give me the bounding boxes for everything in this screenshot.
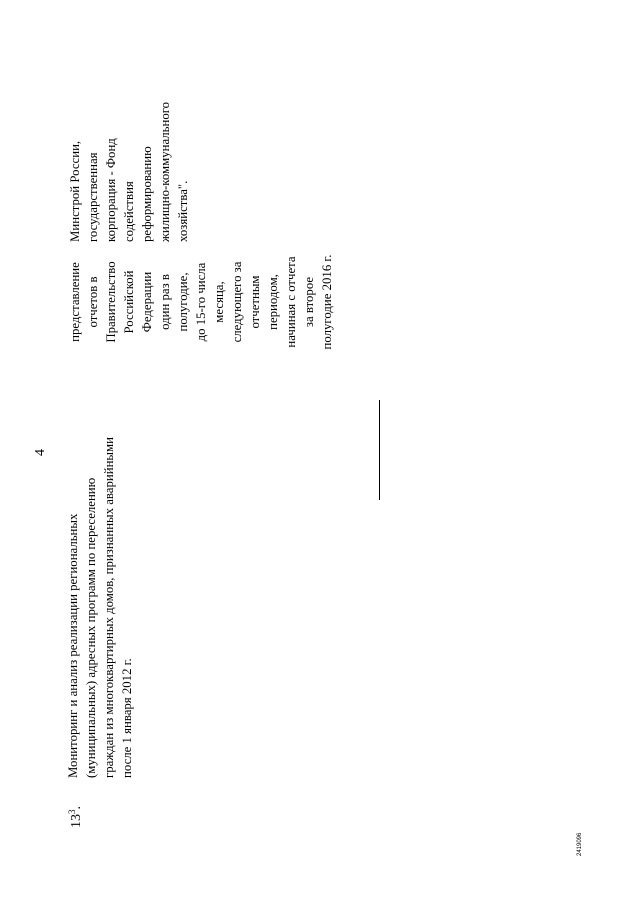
deadline-line: следующего за [230,261,244,343]
responsible-line: государственная [86,152,100,242]
responsible-line: жилищно-коммунального [158,101,172,242]
deadline-line: начиная с отчета [284,256,298,348]
item-text-line: граждан из многоквартирных домов, признанных аварийными [102,437,116,778]
item-text-line: (муниципальных) адресных программ по переселению [84,477,98,778]
deadline-line: отчетов в [86,276,100,328]
deadline-line: Российской [122,270,136,334]
end-separator-line [379,400,380,500]
deadline-line: за второе [302,276,316,328]
deadline-column [66,247,336,357]
responsible-line: реформированию [140,146,154,242]
page-number: 4 [33,449,48,456]
deadline-line: Федерации [140,271,154,333]
responsible-line: содействия [122,181,136,242]
responsible-column [66,102,192,242]
item-text-line: после 1 января 2012 г. [120,658,134,778]
deadline-line: периодом, [266,274,280,330]
item-number [64,806,85,828]
item-description [64,437,136,778]
deadline-line: до 15-го числа [194,262,208,342]
item-number-superscript: 3 [67,809,77,814]
item-number-suffix: . [69,806,84,810]
item-number-main: 13 [69,814,84,828]
deadline-line: полугодие, [176,272,190,332]
responsible-line: хозяйства". [176,180,190,242]
deadline-line: представление [68,262,82,342]
responsible-line: корпорация - Фонд [104,138,118,242]
deadline-line: отчетным [248,275,262,329]
deadline-line: один раз в [158,274,172,330]
deadline-line: полугодие 2016 г. [320,254,334,350]
item-text-line: Мониторинг и анализ реализации региональных [66,513,80,778]
responsible-line: Минстрой России, [68,140,82,242]
deadline-line: Правительство [104,261,118,343]
document-code: 2419096 [577,832,583,856]
deadline-line: месяца, [212,281,226,323]
